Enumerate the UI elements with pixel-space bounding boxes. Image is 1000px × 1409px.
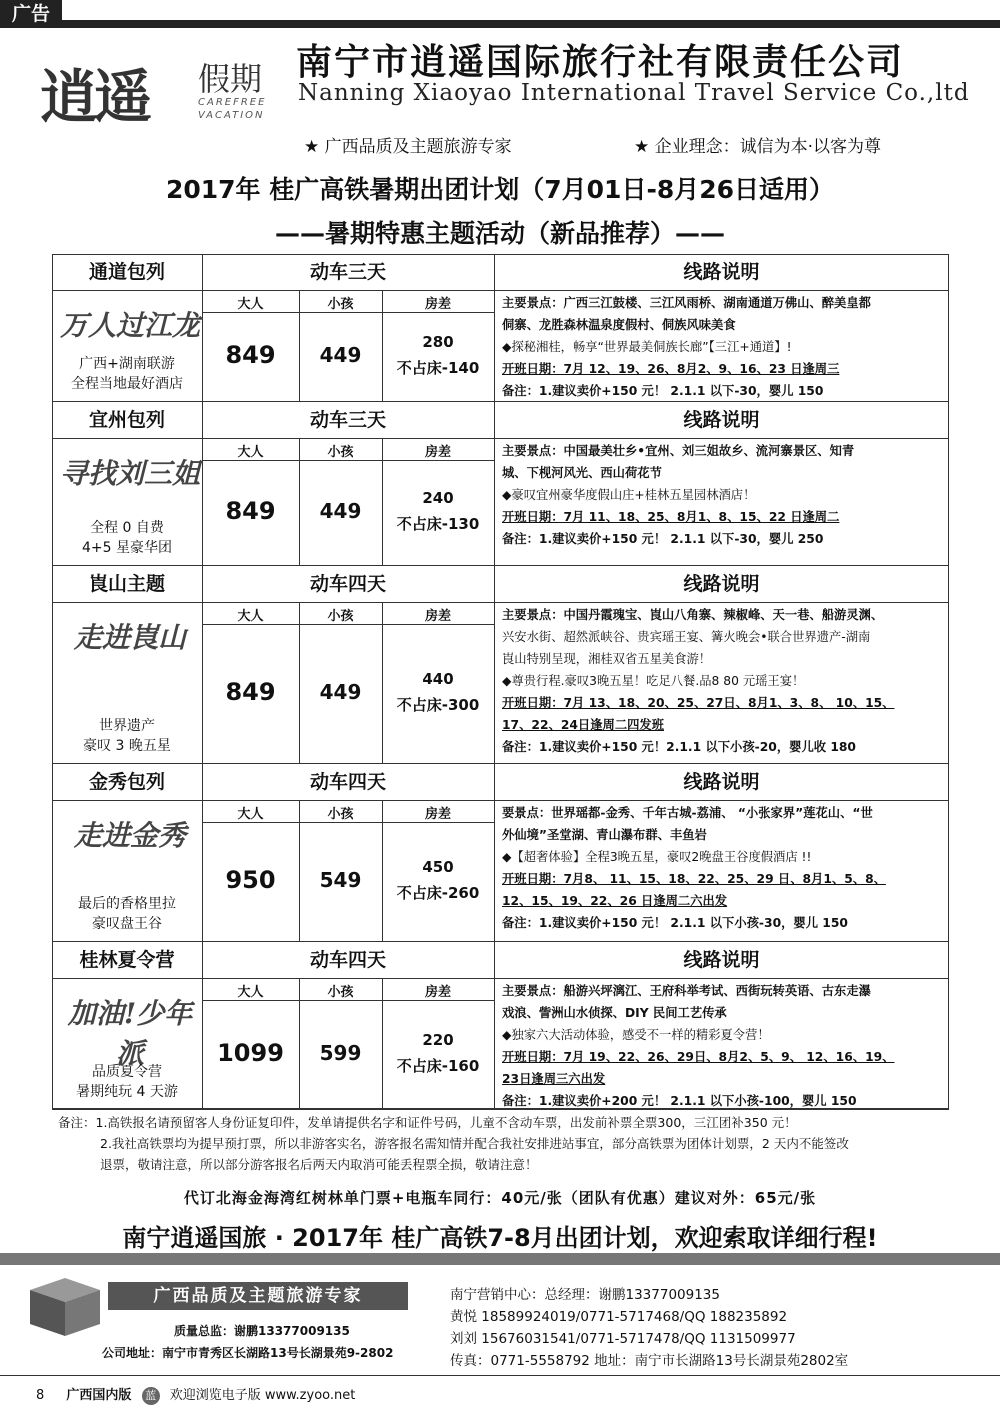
divider [202, 402, 203, 566]
tour-brand-logo: 走进金秀 [73, 819, 186, 852]
route-description [502, 292, 944, 402]
tour-brand-logo: 寻找刘三姐 [60, 457, 201, 490]
room-diff: 220 不占床-160 [396, 1031, 480, 1075]
child-price: 599 [319, 1041, 362, 1065]
room-diff: 440 不占床-300 [396, 670, 480, 714]
train-type: 动车四天 [309, 771, 386, 793]
tour-tags: 品质夏令营 暑期纯玩 4 天游 [76, 1064, 178, 1100]
col-child: 小孩 [327, 297, 354, 312]
route-line: 侗寨、龙胜森林温泉度假村、侗族风味美食 [502, 318, 736, 332]
sub-title: ——暑期特惠主题活动（新品推荐）—— [274, 219, 725, 248]
route-line: 崀山特别呈现，湘桂双省五星美食游！ [502, 652, 712, 666]
section-header-row [52, 254, 949, 291]
route-line: 23日逢周三六出发 [502, 1072, 606, 1086]
divider [202, 822, 494, 823]
col-child: 小孩 [327, 807, 354, 822]
contacts [450, 1284, 990, 1372]
divider [202, 764, 203, 942]
child-price: 449 [319, 499, 362, 523]
cube-icon [20, 1270, 110, 1340]
child-price: 449 [319, 343, 362, 367]
route-line: 备注：1.建议卖价+150 元！ 2.1.1 以下小孩-30，婴儿 150 [502, 916, 848, 930]
child-price: 449 [319, 680, 362, 704]
child-price: 549 [319, 868, 362, 892]
room-diff: 280 不占床-140 [396, 333, 480, 377]
col-child: 小孩 [327, 609, 354, 624]
contact-line: 传真：0771-5558792 地址：南宁市长湖路13号长湖景苑2802室 [450, 1353, 849, 1369]
route-description [502, 980, 944, 1112]
quality-director: 质量总监：谢鹏13377009135 [174, 1324, 350, 1338]
note-1: 备注：1.高铁报名请预留客人身份证复印件，发单请提供名字和证件号码，儿童不含动车票，出发前补票全票300，三江团补350 元！ [58, 1115, 797, 1130]
tour-section [52, 254, 949, 402]
route-line: 备注：1.建议卖价+150 元！ 2.1.1 以下-30，婴儿 250 [502, 532, 824, 546]
top-rule [62, 20, 1000, 28]
route-line: 备注：1.建议卖价+200 元！ 2.1.1 以下小孩-100，婴儿 150 [502, 1094, 857, 1108]
train-type: 动车四天 [309, 573, 386, 595]
route-description [502, 440, 944, 550]
contact-line: 黄悦 18589924019/0771-5717468/QQ 188235892 [450, 1309, 788, 1325]
route-line: 开班日期：7月8、 11、15、18、22、25、29 日、8月1、5、8、 [502, 872, 886, 886]
route-line: 12、15、19、22、26 日逢周二六出发 [502, 894, 728, 908]
route-line: 主要景点：广西三江鼓楼、三江风雨桥、湖南通道万佛山、醉美皇都 [502, 296, 871, 310]
tour-name: 通道包列 [88, 261, 165, 283]
route-header: 线路说明 [683, 949, 760, 971]
company-address: 公司地址：南宁市青秀区长湖路13号长湖景苑9-2802 [102, 1346, 394, 1360]
route-line: 城、下枧河风光、西山荷花节 [502, 466, 662, 480]
page-number: 8 [36, 1388, 45, 1403]
col-room: 房差 [424, 807, 451, 822]
route-header: 线路说明 [683, 409, 760, 431]
tour-tags: 最后的香格里拉 豪叹盘王谷 [78, 896, 176, 932]
promo-line: 代订北海金海湾红树林单门票+电瓶车同行：40元/张（团队有优惠）建议对外：65元/张 [183, 1189, 817, 1207]
note-3: 退票，敬请注意，所以部分游客报名后两天内取消可能丢程票全损，敬请注意！ [100, 1157, 538, 1172]
notes [58, 1112, 958, 1175]
col-adult: 大人 [237, 609, 264, 624]
tour-brand-logo: 走进崀山 [73, 621, 186, 654]
divider [202, 1000, 494, 1001]
badge: 蓝 [142, 1387, 160, 1405]
divider [494, 764, 495, 942]
logo-big-text: 逍遥 [40, 63, 149, 131]
footer-title: 南宁逍遥国旅 · 2017年 桂广高铁7-8月出团计划，欢迎索取详细行程! [122, 1224, 878, 1252]
tour-brand-logo: 万人过江龙 [60, 309, 201, 342]
route-line: 开班日期：7月 12、19、26、8月2、9、16、23 日逢周三 [502, 362, 840, 376]
note-2: 2.我社高铁票均为提早预打票，所以非游客实名，游客报名需知情并配合我社安排进站事宜，部分高铁票为团体计划票，2 天内不能签改 [100, 1136, 849, 1151]
adult-price: 849 [225, 497, 276, 525]
section-header-row [52, 764, 949, 801]
route-line: 主要景点：中国丹霞瑰宝、崀山八角寨、辣椒峰、天一巷、船游灵渊、 [502, 608, 884, 622]
bottom-bar [36, 1384, 355, 1405]
site-link[interactable]: 欢迎浏览电子版 www.zyoo.net [169, 1388, 356, 1403]
divider [202, 460, 494, 461]
adult-price: 849 [225, 341, 276, 369]
route-line: 外仙境”圣堂湖、青山瀑布群、丰鱼岩 [502, 828, 707, 842]
route-line: ◆探秘湘桂，畅享“世界最美侗族长廊”【三江+通道】! [502, 340, 792, 354]
divider [494, 942, 495, 1110]
tour-name: 桂林夏令营 [79, 949, 175, 971]
ad-tag: 广告 [0, 0, 62, 28]
route-line: 备注：1.建议卖价+150 元！2.1.1 以下小孩-20，婴儿收 180 [502, 740, 856, 754]
logo-small-text: 假期 [198, 60, 263, 98]
divider [202, 566, 203, 764]
route-description [502, 604, 944, 758]
route-line: 17、22、24日逢周二四发班 [502, 718, 665, 732]
route-line: ◆豪叹宜州豪华度假山庄+桂林五星园林酒店！ [502, 488, 756, 502]
tour-section [52, 566, 949, 764]
company-name-en: Nanning Xiaoyao International Travel Service Co.,ltd [298, 80, 970, 106]
route-line: ◆独家六大活动体验，感受不一样的精彩夏令营！ [502, 1028, 770, 1042]
adult-price: 950 [225, 866, 276, 894]
main-title: 2017年 桂广高铁暑期出团计划（7月01日-8月26日适用） [165, 175, 835, 204]
section-name: 广西国内版 [66, 1388, 132, 1403]
company-logo [20, 32, 280, 157]
route-description [502, 802, 944, 934]
route-header: 线路说明 [683, 771, 760, 793]
col-child: 小孩 [327, 985, 354, 1000]
adult-price: 849 [225, 678, 276, 706]
slogan-left: ★ 广西品质及主题旅游专家 [304, 137, 512, 157]
tour-name: 宜州包列 [88, 409, 165, 431]
col-room: 房差 [424, 297, 451, 312]
route-header: 线路说明 [683, 261, 760, 283]
footer-banner: 广西品质及主题旅游专家 [108, 1282, 408, 1310]
train-type: 动车三天 [309, 409, 386, 431]
col-room: 房差 [424, 445, 451, 460]
logo-en-text: CAREFREE VACATION [198, 97, 267, 121]
route-line: 备注：1.建议卖价+150 元！ 2.1.1 以下-30，婴儿 150 [502, 384, 824, 398]
divider [202, 624, 494, 625]
divider [494, 402, 495, 566]
route-line: 开班日期：7月 19、22、26、29日、8月2、5、9、 12、16、19、 [502, 1050, 895, 1064]
route-line: 戏浪、訾洲山水侦探、DIY 民间工艺传承 [502, 1006, 727, 1020]
section-header-row [52, 942, 949, 979]
tour-tags: 世界遗产 豪叹 3 晚五星 [83, 718, 171, 754]
col-adult: 大人 [237, 985, 264, 1000]
col-room: 房差 [424, 609, 451, 624]
divider [494, 566, 495, 764]
route-line: 主要景点：中国最美壮乡•宜州、刘三姐故乡、流河寨景区、知青 [502, 444, 855, 458]
col-adult: 大人 [237, 807, 264, 822]
section-header-row [52, 402, 949, 439]
route-line: 要景点：世界瑶都-金秀、千年古城-荔浦、 “小张家界”莲花山、“世 [502, 806, 873, 820]
tour-name: 崀山主题 [88, 573, 165, 595]
route-line: 兴安水街、超然派峡谷、贵宾瑶王宴、篝火晚会•联合世界遗产-湖南 [502, 630, 871, 644]
col-adult: 大人 [237, 297, 264, 312]
slogan-right: ★ 企业理念：诚信为本·以客为尊 [634, 137, 882, 157]
company-name-cn: 南宁市逍遥国际旅行社有限责任公司 [296, 41, 905, 83]
route-line: ◆【超奢体验】全程3晚五星，豪叹2晚盘王谷度假酒店 !! [502, 850, 812, 864]
divider [202, 312, 494, 313]
col-adult: 大人 [237, 445, 264, 460]
tour-section [52, 402, 949, 566]
tour-tags: 全程 0 自费 4+5 星豪华团 [82, 520, 172, 556]
train-type: 动车四天 [309, 949, 386, 971]
tour-name: 金秀包列 [88, 771, 165, 793]
bottom-rule [0, 1375, 1000, 1376]
room-diff: 450 不占床-260 [396, 858, 480, 902]
tour-brand-logo: 加油!少年派 [67, 997, 193, 1070]
col-child: 小孩 [327, 445, 354, 460]
contact-line: 南宁营销中心：总经理：谢鹏13377009135 [450, 1287, 720, 1303]
route-line: 主要景点：船游兴坪漓江、王府科举考试、西街玩转英语、古东走瀑 [502, 984, 871, 998]
grey-band [0, 1253, 1000, 1265]
adult-price: 1099 [217, 1039, 284, 1067]
route-line: ◆尊贵行程.豪叹3晚五星！吃足八餐.品8 80 元瑶王宴！ [502, 674, 805, 688]
divider [494, 254, 495, 402]
route-line: 开班日期：7月 13、18、20、25、27日、8月1、3、8、 10、15、 [502, 696, 895, 710]
col-room: 房差 [424, 985, 451, 1000]
tour-section [52, 942, 949, 1110]
room-diff: 240 不占床-130 [396, 489, 480, 533]
tour-tags: 广西+湖南联游 全程当地最好酒店 [71, 356, 183, 392]
contact-line: 刘刘 15676031541/0771-5717478/QQ 1131509977 [450, 1331, 796, 1347]
train-type: 动车三天 [309, 261, 386, 283]
route-header: 线路说明 [683, 573, 760, 595]
divider [202, 254, 203, 402]
tour-section [52, 764, 949, 942]
divider [202, 942, 203, 1110]
route-line: 开班日期：7月 11、18、25、8月1、8、15、22 日逢周二 [502, 510, 840, 524]
section-header-row [52, 566, 949, 603]
